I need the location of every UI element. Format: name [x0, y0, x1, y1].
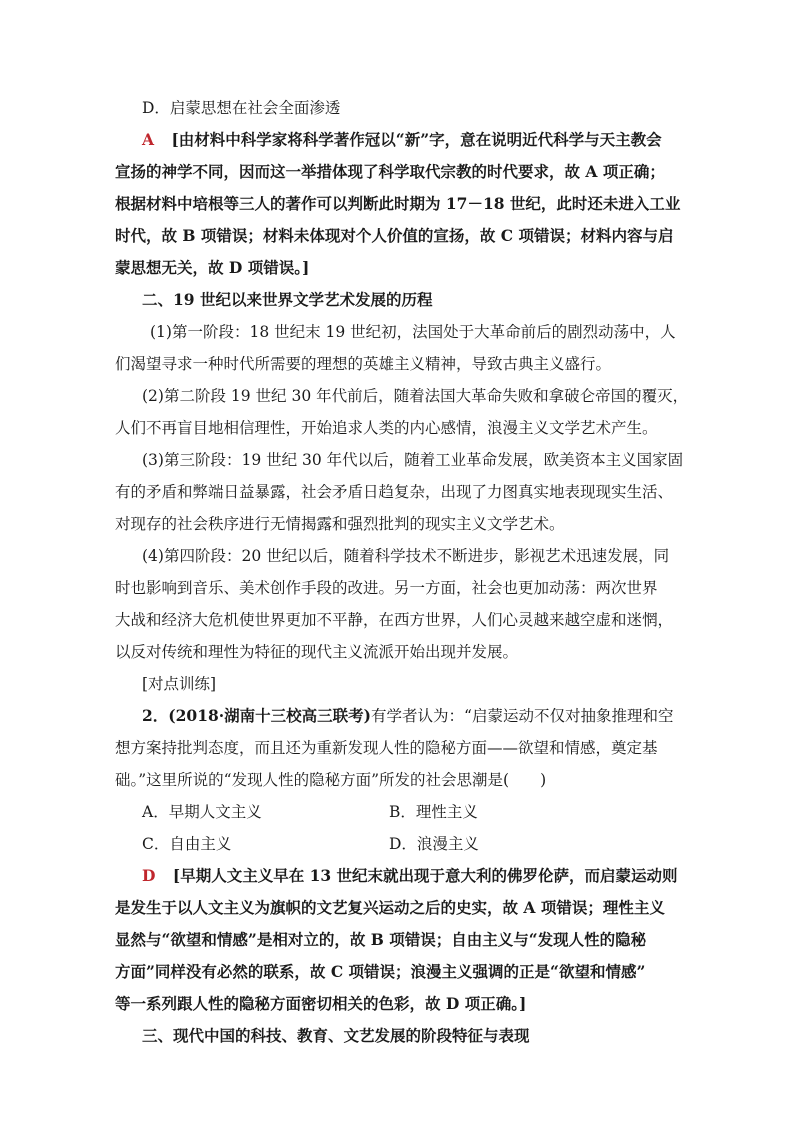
stage-1-line-1: (1)第一阶段：18 世纪末 19 世纪初，法国处于大革命前后的剧烈动荡中，人 [150, 323, 676, 341]
stage-3-line-2: 有的矛盾和弊端日益暴露，社会矛盾日趋复杂，出现了力图真实地表现现实生活、 [115, 483, 674, 501]
q2-number: 2． [142, 706, 169, 725]
q2-options-row-2 [142, 834, 662, 854]
q2-option-b: B．理性主义 [389, 803, 478, 821]
q1-explanation-line-2: 宣扬的神学不同，因而这一举措体现了科学取代宗教的时代要求，故 A 项正确； [115, 162, 665, 181]
stage-4-line-1: (4)第四阶段：20 世纪以后，随着科学技术不断进步，影视艺术迅速发展，同 [142, 547, 670, 565]
q1-explanation-line-1 [142, 130, 662, 150]
stage-1-line-2: 们渴望寻求一种时代所需要的理想的英雄主义精神，导致古典主义盛行。 [115, 355, 612, 373]
q2-stem-text-1: 有学者认为：“启蒙运动不仅对抽象推理和空 [371, 707, 674, 725]
q2-stem-line-3: 础。”这里所说的“发现人性的隐秘方面”所发的社会思潮是( ) [115, 771, 547, 789]
q1-option-d: D．启蒙思想在社会全面渗透 [142, 99, 341, 117]
stage-2-line-1: (2)第二阶段 19 世纪 30 年代前后，随着法国大革命失败和拿破仑帝国的覆灭， [142, 387, 689, 405]
q1-answer-letter: A [142, 130, 155, 149]
stage-4-line-3: 大战和经济大危机使世界更加不平静，在西方世界，人们心灵越来越空虚和迷惘， [115, 611, 674, 629]
q1-explanation-line-5: 蒙思想无关，故 D 项错误。] [115, 258, 310, 277]
section-3-heading: 三、现代中国的科技、教育、文艺发展的阶段特征与表现 [142, 1026, 530, 1045]
q2-option-c: C．自由主义 [142, 835, 232, 853]
q2-explanation-line-3: 显然与“欲望和情感”是相对立的，故 B 项错误；自由主义与“发现人性的隐秘 [115, 930, 647, 949]
q2-explanation-line-2: 是发生于以人文主义为旗帜的文艺复兴运动之后的史实，故 A 项错误；理性主义 [115, 898, 665, 917]
stage-3-line-3: 对现存的社会秩序进行无情揭露和强烈批判的现实主义文学艺术。 [115, 515, 565, 533]
q2-option-a: A．早期人文主义 [142, 803, 262, 821]
q2-stem-line-1 [142, 706, 673, 726]
stage-4-line-4: 以反对传统和理性为特征的现代主义流派开始出现并发展。 [115, 643, 519, 661]
stage-3-line-1: (3)第三阶段：19 世纪 30 年代以后，随着工业革命发展，欧美资本主义国家固 [142, 451, 684, 469]
q2-answer-letter: D [142, 866, 156, 885]
stage-4-line-2: 时也影响到音乐、美术创作手段的改进。另一方面，社会也更加动荡：两次世界 [115, 579, 658, 597]
q1-explanation-text-1: [由材料中科学家将科学著作冠以“新”字，意在说明近代科学与天主教会 [171, 130, 662, 149]
stage-2-line-2: 人们不再盲目地相信理性，开始追求人类的内心感情，浪漫主义文学艺术产生。 [115, 419, 658, 437]
q1-explanation-line-4: 时代，故 B 项错误；材料未体现对个人价值的宣扬，故 C 项错误；材料内容与启 [115, 226, 674, 245]
q1-explanation-line-3: 根据材料中培根等三人的著作可以判断此时期为 17－18 世纪，此时还未进入工业 [115, 194, 681, 213]
q2-stem-line-2: 想方案持批判态度，而且还为重新发现人性的隐秘方面——欲望和情感，奠定基 [115, 739, 658, 757]
q2-options-row-1 [142, 802, 662, 822]
q2-option-d: D．浪漫主义 [389, 835, 479, 853]
section-2-heading: 二、19 世纪以来世界文学艺术发展的历程 [142, 290, 433, 309]
practice-label: [对点训练] [142, 675, 217, 693]
q2-source: (2018·湖南十三校高三联考) [168, 706, 372, 725]
q2-explanation-line-5: 等一系列跟人性的隐秘方面密切相关的色彩，故 D 项正确。] [115, 994, 527, 1013]
q2-explanation-line-4: 方面”同样没有必然的联系，故 C 项错误；浪漫主义强调的正是“欲望和情感” [115, 962, 646, 981]
q2-explanation-text-1: [早期人文主义早在 13 世纪末就出现于意大利的佛罗伦萨，而启蒙运动则 [172, 866, 678, 885]
q2-explanation-line-1 [142, 866, 678, 886]
